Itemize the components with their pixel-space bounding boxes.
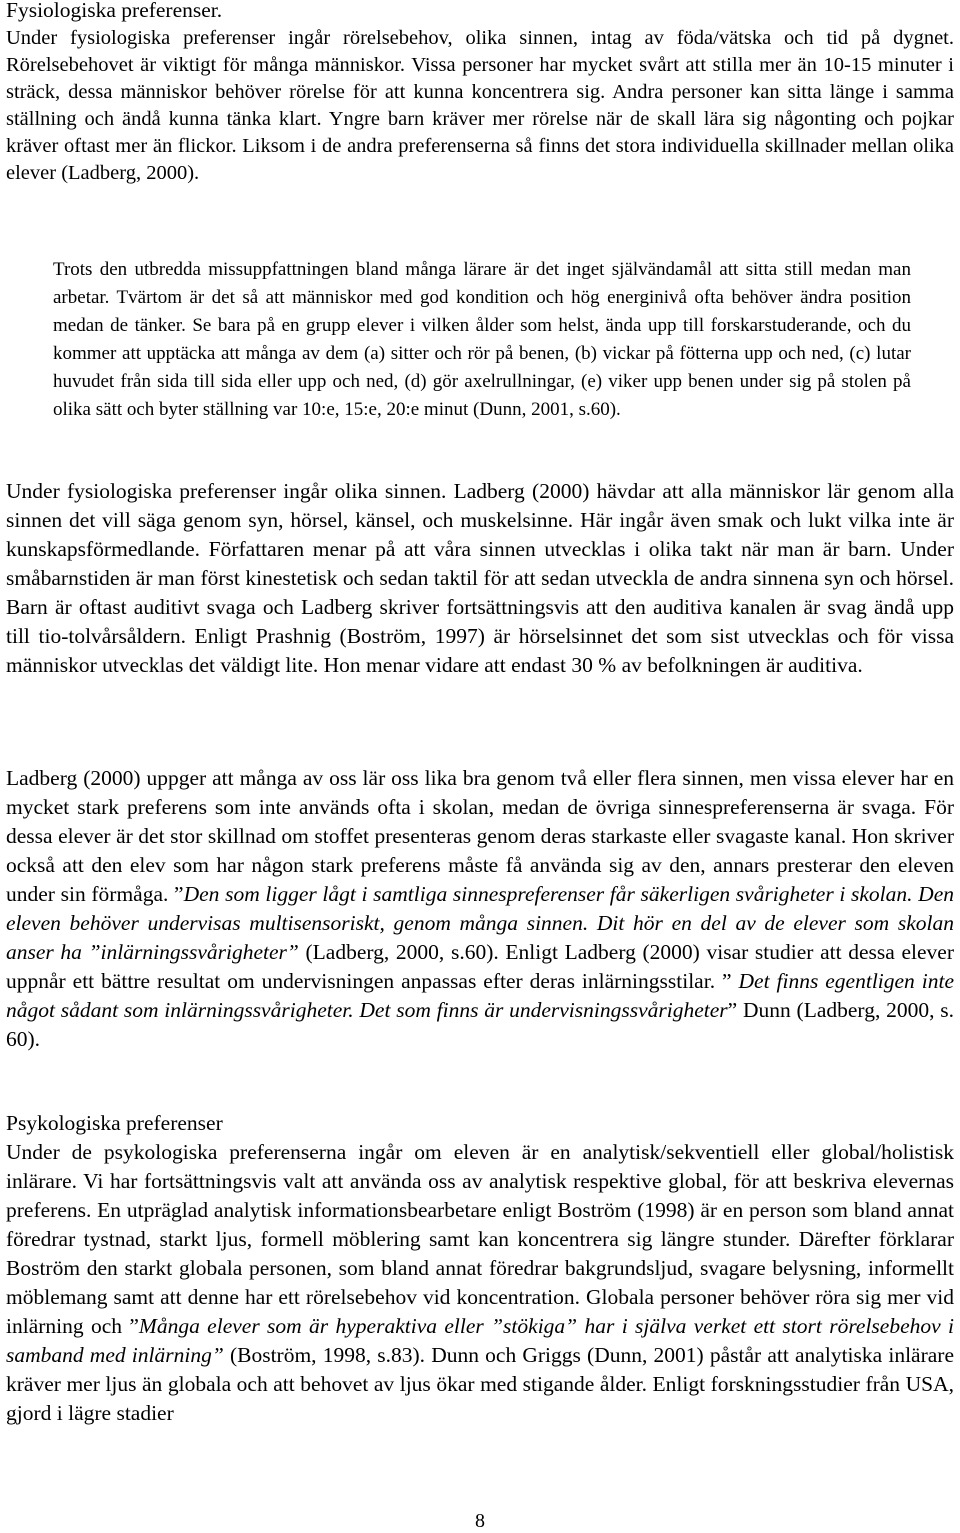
paragraph-ladberg [6,764,954,1054]
paragraph-rorelsebehov: Under fysiologiska preferenser ingår rörelsebehov, olika sinnen, intag av föda/vätska och tid på dygnet. Rörelsebehovet är viktigt för många människor. Vissa personer har mycket svårt att stilla mer än 10-15 minuter i sträck, dessa människor behöver rörelse för att kunna koncentrera sig. Andra personer kan sitta länge i samma ställning och ändå kunna tänka klart. Yngre barn kräver mer rörelse när de skall lära sig någonting och pojkar kräver oftast mer än flickor. Liksom i de andra preferenserna så finns det stora individuella skillnader mellan olika elever (Ladberg, 2000). [6,27,954,184]
psyk-intro-text: Under de psykologiska preferenserna ingår om eleven är en analytisk/sekventiell eller global/holistisk inlärare. Vi har fortsättningsvis valt att använda oss av analytisk respektive global, för att beskriva elevernas preferens. En utpräglad analytisk informationsbearbetare enligt Boström (1998) är en person som bland annat föredrar tystnad, starkt ljus, formell möblering samt kan koncentrera sig längre stunder. Därefter förklarar Boström den starkt globala personen, som bland annat föredrar bakgrundsljud, svagare belysning, informellt möblemang samt att denne har ett rörelsebehov vid koncentration. Globala personer behöver röra sig mer vid inlärning och ” [6,1140,954,1338]
psyk-end-text: (Boström, 1998, s.83). Dunn och Griggs (Dunn, 2001) påstår att analytiska inlärare kräver mer ljus än globala och att behovet av ljus ökar med stigande ålder. Enligt forskningsstudier från USA, gjord i lägre stadier [6,1343,954,1425]
ladberg-intro-text: Ladberg (2000) uppger att många av oss lär oss lika bra genom två eller flera sinnen, men vissa elever har en mycket stark preferens som inte används ofta i skolan, medan de övriga sinnespreferenserna är svaga. För dessa elever är det stor skillnad om stoffet presenteras genom deras starkaste eller svagaste kanal. Hon skriver också att den elev som har någon stark preferens måste få använda sig av den, annars presterar den eleven under sin förmåga. ” [6,766,954,906]
block-quote-dunn: Trots den utbredda missuppfattningen bland många lärare är det inget självändamål att sitta still medan man arbetar. Tvärtom är det så att människor med god kondition och hög energinivå ofta behöver ändra position medan de tänker. Se bara på en grupp elever i vilken ålder som helst, ända upp till forskarstuderande, och du kommer att upptäcka att många av dem (a) sitter och rör på benen, (b) vickar på fötterna upp och ned, (c) lutar huvudet från sida till sida eller upp och ned, (d) gör axelrullningar, (e) viker upp benen under sig på stolen på olika sätt och byter ställning var 10:e, 15:e, 20:e minut (Dunn, 2001, s.60). [53,259,911,420]
psyk-italic-quote: Många elever som är hyperaktiva eller ”stökiga” har i själva verket ett stort rörelsebehov i samband med inlärning” [6,1314,954,1367]
paragraph-psykologiska [6,1138,954,1428]
page-number: 8 [475,1510,485,1532]
section-heading-fysiologiska: Fysiologiska preferenser. [6,0,223,22]
paragraph-sinnen: Under fysiologiska preferenser ingår olika sinnen. Ladberg (2000) hävdar att alla människor lär genom alla sinnen det vill säga genom syn, hörsel, känsel, och muskelsinne. Här ingår även smak och lukt vilka inte är kunskapsförmedlande. Författaren menar på att våra sinnen utvecklas i olika takt när man är barn. Under småbarnstiden är man först kinestetisk och sedan taktil för att sedan utveckla de andra sinnena syn och hörsel. Barn är oftast auditivt svaga och Ladberg skriver fortsättningsvis att den auditiva kanalen är svag ändå upp till tio-tolvårsåldern. Enligt Prashnig (Boström, 1997) är hörselsinnet det som sist utvecklas och för vissa människor utvecklas det väldigt lite. Hon menar vidare att endast 30 % av befolkningen är auditiva. [6,479,954,677]
ladberg-end-text: ” Dunn (Ladberg, 2000, s. 60). [6,998,954,1051]
ladberg-italic-quote-2: Det finns egentligen inte något sådant som inlärningssvårigheter. Det som finns är undervisningssvårigheter [6,969,954,1022]
ladberg-mid-text: (Ladberg, 2000, s.60). Enligt Ladberg (2000) visar studier att dessa elever uppnår ett bättre resultat om undervisningen anpassas efter deras inlärningsstilar. ” [6,940,954,993]
section-heading-psykologiska: Psykologiska preferenser [6,1111,223,1135]
ladberg-italic-quote-1: Den som ligger lågt i samtliga sinnespreferenser får säkerligen svårigheter i skolan. Den eleven behöver undervisas multisensoriskt, genom många sinnen. Dit hör en del av de elever som skolan anser ha ”inlärningssvårigheter” [6,882,955,964]
